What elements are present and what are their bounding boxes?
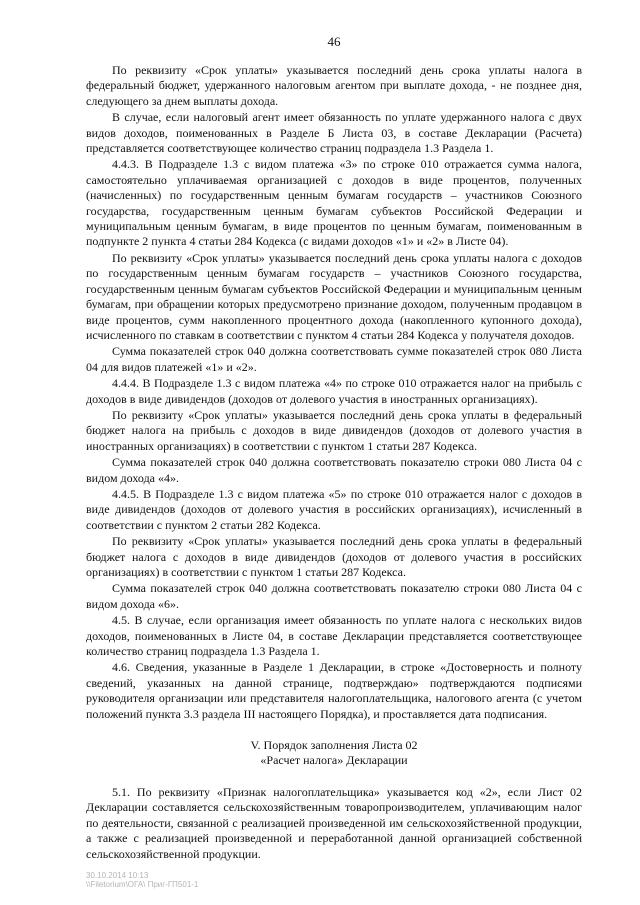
body-text-before [86,63,582,722]
paragraph: По реквизиту «Срок уплаты» указывается последний день срока уплаты налога с доходов по государственным ценным бумагам государств – участников Союзного государства, государственным ценным бумагам субъектов Российской Федерации и муниципальным ценным бумагам, при обращении которых предусмотрено признание доходом, полученным продавцом в виде процентов, сумм накопленного процентного дохода (накопленного купонного дохода), исчисленного по ставкам в соответствии с пунктом 4 статьи 284 Кодекса у получателя доходов. [86,250,582,342]
paragraph: По реквизиту «Срок уплаты» указывается последний день срока уплаты налога в федеральный бюджет, удержанного налоговым агентом при выплате дохода, - не позднее дня, следующего за днем выплаты дохода. [86,63,582,108]
paragraph: В случае, если налоговый агент имеет обязанность по уплате удержанного налога с двух видов доходов, поименованных в Разделе Б Листа 03, в составе Декларации (Расчета) представляется соответствующее количество страниц подраздела 1.3 Раздела 1. [86,110,582,156]
section-heading [86,738,582,769]
section-heading-line-1: V. Порядок заполнения Листа 02 [250,738,418,753]
section-heading-line-2: «Расчет налога» Декларации [260,753,408,768]
paragraph: По реквизиту «Срок уплаты» указывается последний день срока уплаты в федеральный бюджет налога с доходов в виде дивидендов (доходов от долевого участия в российских организациях) в соответствии с пунктом 1 статьи 287 Кодекса. [86,534,582,579]
paragraph: 4.4.5. В Подразделе 1.3 с видом платежа «5» по строке 010 отражается налог с доходов в виде дивидендов (доходов от долевого участия в российских организациях), исчисленный в соответствии с пунктом 2 статьи 282 Кодекса. [86,486,582,532]
body-text-after [86,785,582,862]
footer-stamp-date: 30.10.2014 10:13 [86,871,149,880]
page-number: 46 [327,34,341,49]
paragraph: Сумма показателей строк 040 должна соответствовать сумме показателей строк 080 Листа 04 для видов платежей «1» и «2». [86,344,582,374]
paragraph: 5.1. По реквизиту «Признак налогоплательщика» указывается код «2», если Лист 02 Декларации составляется сельскохозяйственным товаропроизводителем, уплачивающим налог по деятельности, связанной с реализацией произведенной им сельскохозяйственной продукции, а также с реализацией произведенной и переработанной данной организацией собственной сельскохозяйственной продукции. [86,784,582,861]
paragraph: По реквизиту «Срок уплаты» указывается последний день срока уплаты в федеральный бюджет налога на прибыль с доходов в виде дивидендов (доходов от долевого участия в иностранных организациях) в соответствии с пунктом 1 статьи 287 Кодекса. [86,407,582,453]
paragraph: 4.4.3. В Подразделе 1.3 с видом платежа «3» по строке 010 отражается сумма налога, самостоятельно уплачиваемая организацией с доходов в виде процентов, полученных (начисленных) по государственным ценным бумагам государств – участников Союзного государства, государственным ценным бумагам субъектов Российской Федерации и муниципальным ценным бумагам, в виде процентов по ценным бумагам, поименованным в подпункте 2 пункта 4 статьи 284 Кодекса (с видами доходов «1» и «2» в Листе 04). [86,157,582,249]
footer-stamp [86,871,198,889]
paragraph: 4.6. Сведения, указанные в Разделе 1 Декларации, в строке «Достоверность и полноту сведений, указанных на данной странице, подтверждаю» подтверждаются подписями руководителя организации или представителя налогоплательщика, налогового агента (с учетом положений пункта 3.3 раздела III настоящего Порядка), и проставляется дата подписания. [86,660,582,721]
paragraph: Сумма показателей строк 040 должна соответствовать показателю строки 080 Листа 04 с видом дохода «4». [86,455,582,485]
paragraph: 4.4.4. В Подразделе 1.3 с видом платежа «4» по строке 010 отражается налог на прибыль с доходов в виде дивидендов (доходов от долевого участия в иностранных организациях). [86,376,582,406]
paragraph: Сумма показателей строк 040 должна соответствовать показателю строки 080 Листа 04 с видом дохода «6». [86,581,582,611]
paragraph: 4.5. В случае, если организация имеет обязанность по уплате налога с нескольких видов доходов, поименованных в Листе 04, в составе Декларации представляется соответствующее количество страниц подраздела 1.3 Раздела 1. [86,613,582,659]
footer-stamp-path: \\Filetorium\ОГА\ Приг-ГП501-1 [86,880,199,889]
